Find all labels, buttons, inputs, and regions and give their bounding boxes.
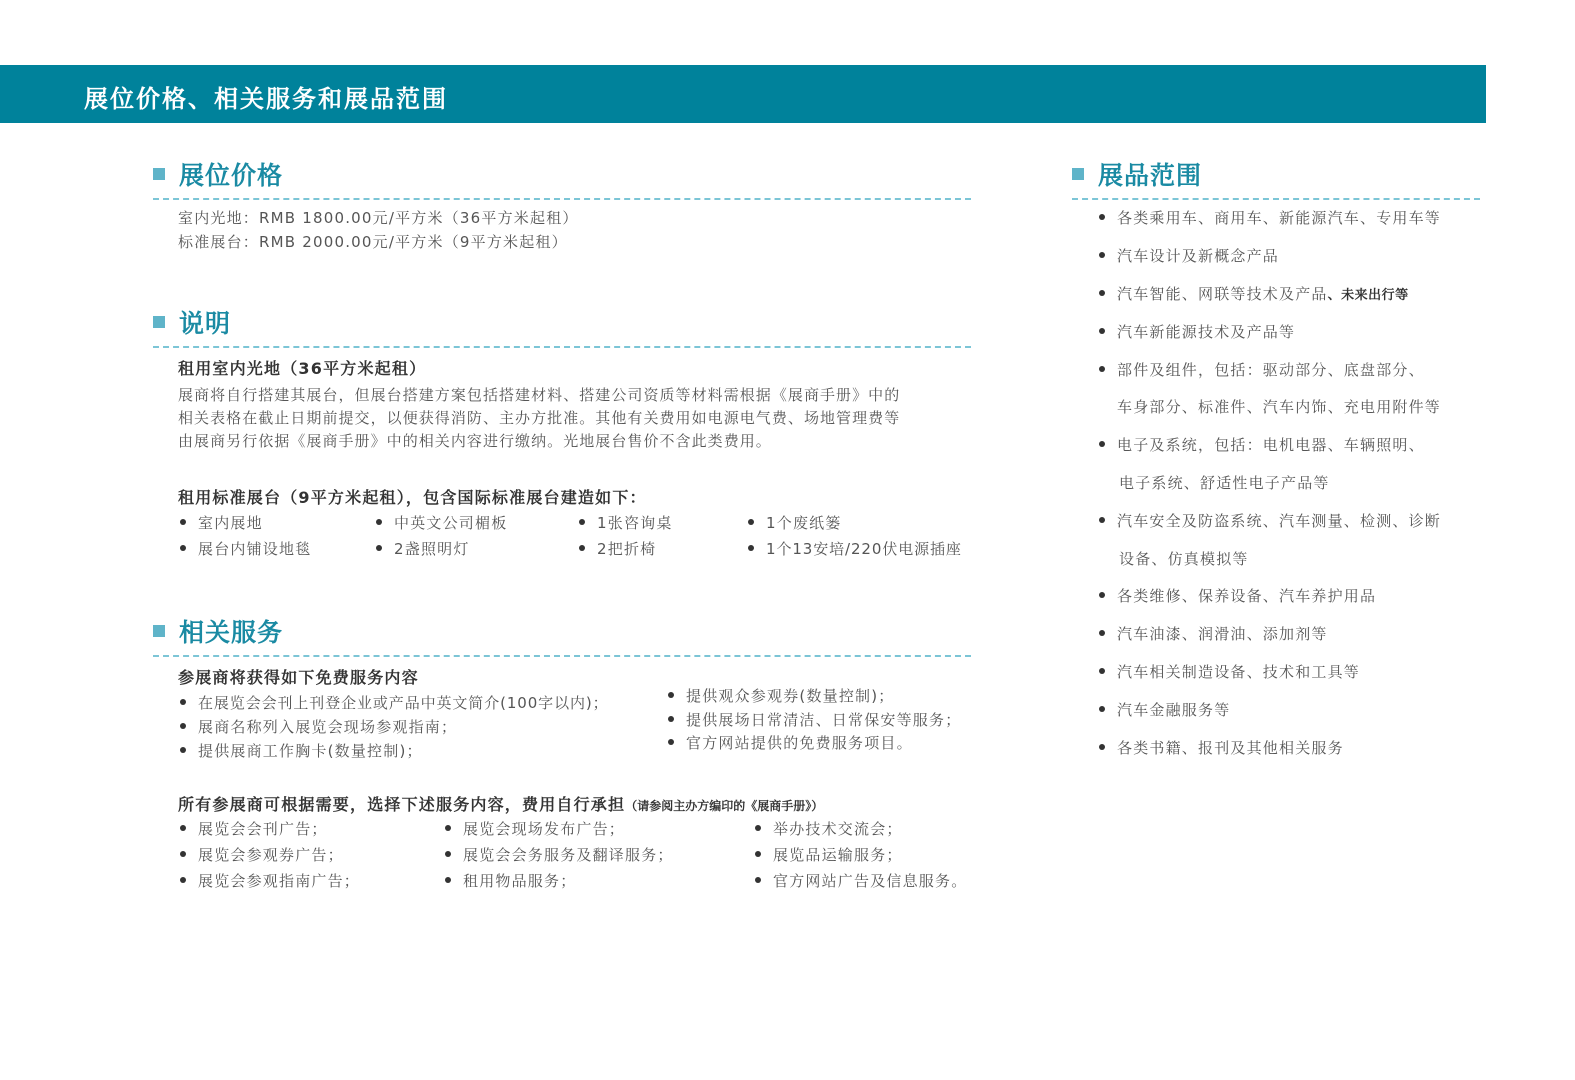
list-item: 汽车新能源技术及产品等 (1117, 323, 1296, 341)
section-title-scope: 展品范围 (1098, 161, 1203, 190)
list-item: 展商名称列入展览会现场参观指南； (198, 718, 458, 736)
section-title-services: 相关服务 (179, 618, 284, 647)
section-notes (153, 304, 971, 348)
section-scope (1072, 156, 1480, 200)
list-item: 1个13安培/220伏电源插座 (766, 540, 962, 558)
list-item: 各类维修、保养设备、汽车养护用品 (1117, 587, 1377, 605)
page-title: 展位价格、相关服务和展品范围 (84, 85, 448, 113)
list-item: 提供展场日常清洁、日常保安等服务； (686, 711, 962, 729)
list-item-continuation: 设备、仿真模拟等 (1119, 550, 1249, 568)
section-square-icon (153, 168, 165, 180)
divider (1072, 198, 1480, 200)
list-item: 汽车油漆、润滑油、添加剂等 (1117, 625, 1328, 643)
list-item: 汽车安全及防盗系统、汽车测量、检测、诊断 (1117, 512, 1442, 530)
list-item: 官方网站广告及信息服务。 (773, 872, 968, 890)
list-item: 中英文公司楣板 (394, 514, 508, 532)
list-item: 汽车设计及新概念产品 (1117, 247, 1280, 265)
services-free-title: 参展商将获得如下免费服务内容 (178, 668, 419, 687)
list-item: 展览品运输服务； (773, 846, 903, 864)
notes-raw-text-2: 相关表格在截止日期前提交，以便获得消防、主办方批准。其他有关费用如电源电气费、场地管理费等 (178, 409, 901, 427)
list-item: 展览会参观券广告； (198, 846, 344, 864)
list-item: 官方网站提供的免费服务项目。 (686, 734, 913, 752)
list-item-text: 汽车智能、网联等技术及产品 (1117, 285, 1328, 303)
list-item: 举办技术交流会； (773, 820, 903, 838)
section-services (153, 613, 971, 657)
list-item-continuation: 电子系统、舒适性电子产品等 (1119, 474, 1330, 492)
section-square-icon (153, 316, 165, 328)
list-item: 1个废纸篓 (766, 514, 842, 532)
list-item: 租用物品服务； (463, 872, 577, 890)
services-paid-note: （请参阅主办方编印的《展商手册》） (625, 799, 824, 813)
list-item: 展览会会刊广告； (198, 820, 328, 838)
price-line-raw: 室内光地：RMB 1800.00元/平方米（36平方米起租） (178, 209, 579, 227)
notes-raw-text-3: 由展商另行依据《展商手册》中的相关内容进行缴纳。光地展台售价不含此类费用。 (178, 432, 772, 450)
list-item: 各类乘用车、商用车、新能源汽车、专用车等 (1117, 209, 1442, 227)
section-square-icon (1072, 168, 1084, 180)
list-item-continuation: 车身部分、标准件、汽车内饰、充电用附件等 (1117, 398, 1442, 416)
notes-raw-title: 租用室内光地（36平方米起租） (178, 359, 427, 378)
list-item: 2把折椅 (597, 540, 657, 558)
section-title-price: 展位价格 (179, 161, 284, 190)
list-item: 1张咨询桌 (597, 514, 673, 532)
divider (153, 198, 971, 200)
list-item-bold-suffix: 、未来出行等 (1327, 288, 1409, 303)
list-item: 汽车金融服务等 (1117, 701, 1231, 719)
section-price (153, 156, 971, 200)
price-line-standard: 标准展台：RMB 2000.00元/平方米（9平方米起租） (178, 233, 568, 251)
list-item: 展览会参观指南广告； (198, 872, 361, 890)
list-item: 展览会会务服务及翻译服务； (463, 846, 674, 864)
list-item: 展览会现场发布广告； (463, 820, 626, 838)
list-item: 2盏照明灯 (394, 540, 470, 558)
list-item: 部件及组件，包括：驱动部分、底盘部分、 (1117, 361, 1425, 379)
divider (153, 655, 971, 657)
list-item: 提供观众参观券(数量控制)； (686, 687, 895, 705)
section-square-icon (153, 625, 165, 637)
list-item: 室内展地 (198, 514, 263, 532)
services-paid-heading (178, 792, 823, 815)
list-item: 提供展商工作胸卡(数量控制)； (198, 742, 423, 760)
section-title-notes: 说明 (179, 309, 232, 338)
list-item: 各类书籍、报刊及其他相关服务 (1117, 739, 1344, 757)
list-item: 展台内铺设地毯 (198, 540, 312, 558)
header-banner (0, 65, 1486, 123)
services-paid-title: 所有参展商可根据需要，选择下述服务内容，费用自行承担 (178, 795, 626, 814)
notes-standard-title: 租用标准展台（9平方米起租），包含国际标准展台建造如下： (178, 488, 647, 507)
list-item (1117, 283, 1409, 304)
list-item: 汽车相关制造设备、技术和工具等 (1117, 663, 1361, 681)
notes-raw-text-1: 展商将自行搭建其展台，但展台搭建方案包括搭建材料、搭建公司资质等材料需根据《展商手册》中的 (178, 386, 901, 404)
list-item: 在展览会会刊上刊登企业或产品中英文简介(100字以内)； (198, 694, 609, 712)
list-item: 电子及系统，包括：电机电器、车辆照明、 (1117, 436, 1425, 454)
divider (153, 346, 971, 348)
